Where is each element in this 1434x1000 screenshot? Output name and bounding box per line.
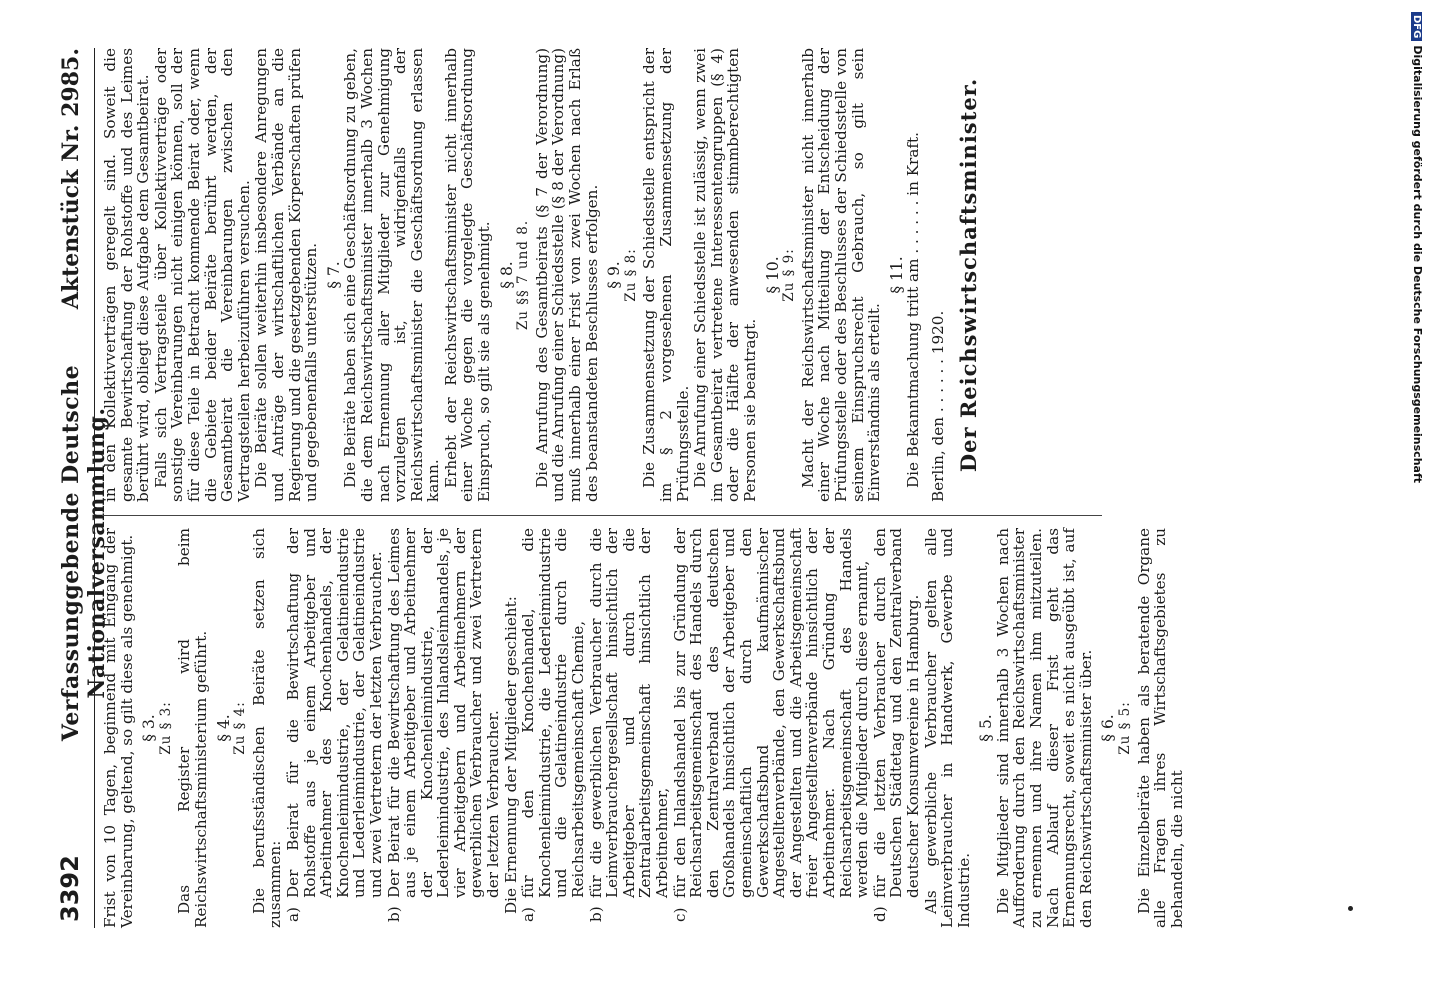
section-heading: § 3.	[140, 714, 159, 742]
list-label: d)	[870, 906, 889, 922]
paragraph: Die Anrufung einer Schiedsstelle ist zulässig, wenn zwei im Gesamtbeirat vertretene Interessentengruppen (§ 4) oder die Hälfte der anwesenden stimmberechtigten Personen sie beantragt.	[691, 48, 759, 502]
paragraph: Die Beiräte sollen weiterhin insbesondere Anregungen und Anträge der wirtschaftlichen Verbände an die Regierung und die gesetzgebenden Körperschaften prüfen und gegebenenfalls unterstützen.	[252, 48, 321, 502]
list-item	[872, 528, 922, 928]
paragraph: Die Ernennung der Mitglieder geschieht:	[501, 596, 520, 914]
paragraph: Das Register wird beim Reichswirtschaftsministerium geführt.	[175, 528, 210, 928]
list-text: für die gewerblichen Verbraucher durch die Leimverbrauchergesellschaft hinsichtlich der Arbeitgeber und durch die Zentralarbeitsgemeinschaft hinsichtlich der Arbeitnehmer,	[586, 528, 671, 898]
section-heading: § 4.	[214, 714, 233, 742]
header-rule	[94, 48, 95, 928]
paragraph: in den Kollektivverträgen geregelt sind. Soweit die gesamte Bewirtschaftung der Rohstoffe und des Leimes berührt wird, obliegt diese Aufgabe dem Gesamtbeirat.	[101, 48, 153, 502]
list-text: für den Knochenhandel, die Knochenleimindustrie, die Lederleimindustrie und die Gelatineindustrie durch die Reichsarbeitsgemeinschaft Chemie,	[519, 528, 588, 898]
section-heading: § 7.	[324, 261, 343, 289]
right-column	[101, 48, 981, 502]
paragraph: Die Beiräte haben sich eine Geschäftsordnung zu geben, die dem Reichswirtschaftsminister innerhalb 3 Wochen nach Ernennung aller Mitglieder zur Genehmigung vorzulegen ist, widrigenfalls der Reichswirtschaftsminister die Geschäftsordnung erlassen kann.	[341, 48, 443, 502]
paragraph: Die Zusammensetzung der Schiedsstelle entspricht der im § 2 vorgesehenen Zusammensetzung der Prüfungsstelle.	[640, 48, 692, 502]
scan-speck	[1348, 906, 1353, 911]
list-item	[285, 528, 385, 928]
column-separator	[102, 515, 1102, 516]
document-number: Aktenstück Nr. 2985.	[58, 48, 84, 310]
list-text: Der Beirat für die Bewirtschaftung des Leimes aus je einem Arbeitgeber und Arbeitnehmer der Knochenleimindustrie, der Lederleimindustrie, des Inlandsleimhandels, je vier Arbeitgebern und Arbeitnehmern der gewerblichen Verbraucher und zwei Vertretern der letzten Verbraucher.	[384, 528, 503, 898]
page-title: Verfassunggebende Deutsche Nationalversammlung.	[58, 364, 110, 742]
section-heading: § 6.	[1099, 714, 1118, 742]
list-item	[386, 528, 502, 928]
paragraph: Die berufsständischen Beiräte setzen sich zusammen:	[249, 528, 285, 928]
scanned-page	[52, 48, 1186, 928]
paragraph: Die Anrufung des Gesamtbeirats (§ 7 der Verordnung) und die Anrufung einer Schiedsstelle (§ 8 der Verordnung) muß innerhalb einer Frist von zwei Wochen nach Erlaß des beanstandeten Beschlusses erfolgen.	[532, 48, 601, 502]
subsection-heading: Zu § 8:	[622, 248, 639, 302]
signature-date: Berlin, den . . . . . . 1920.	[928, 310, 947, 502]
list-item	[588, 528, 671, 928]
list-text: für die letzten Verbraucher durch den Deutschen Städtetag und den Zentralverband deutscher Konsumvereine in Hamburg.	[870, 528, 922, 898]
section-heading: § 5.	[977, 714, 996, 742]
paragraph: Falls sich Vertragsteile über Kollektivverträge oder sonstige Vereinbarungen nicht einigen können, soll der für diese Teile in Betracht kommende Beirat oder, wenn die Gebiete beider Beiräte berührt werden, der Gesamtbeirat die Vereinbarungen zwischen den Vertragsteilen herbeizuführen versuchen.	[151, 48, 253, 502]
paragraph: Die Einzelbeiräte haben als beratende Organe alle Fragen ihres Wirtschaftsgebietes zu behandeln, die nicht	[1134, 528, 1186, 928]
paragraph: Die Mitglieder sind innerhalb 3 Wochen nach Aufforderung durch den Reichswirtschaftsminister zu ernennen und ihre Namen ihm mitzuteilen. Nach Ablauf dieser Frist geht das Ernennungsrecht, soweit es nicht ausgeübt ist, auf den Reichswirtschaftsminister über.	[993, 528, 1095, 928]
page-header	[52, 48, 110, 928]
section-heading: § 11.	[887, 256, 906, 294]
side-credit-text: Digitalisierung gefördert durch die Deutsche Forschungsgemeinschaft	[1411, 45, 1424, 484]
list-text: Der Beirat für die Bewirtschaftung der Rohstoffe aus je einem Arbeitgeber und Arbeitnehmer des Knochenhandels, der Knochenleimindustrie, der Gelatineindustrie und Lederleimindustrie, der Gelatineindustrie und zwei Vertretern der letzten Verbraucher.	[283, 528, 385, 898]
left-column	[102, 528, 1186, 928]
page-number: 3392	[56, 855, 84, 922]
signature: Der Reichswirtschaftsminister.	[955, 77, 981, 473]
dfg-logo: DFG	[1411, 12, 1422, 41]
list-text: für den Inlandshandel bis zur Gründung der Reichsarbeitsgemeinschaft des Handels durch den Zentralverband des deutschen Großhandels hinsichtlich der Arbeitgeber und gemeinschaftlich durch den Gewerkschaftsbund kaufmännischer Angestelltenverbände, den Gewerkschaftsbund der Angestellten und die Arbeitsgemeinschaft freier Angestelltenverbände hinsichtlich der Arbeitnehmer. Nach Gründung der Reichsarbeitsgemeinschaft des Handels werden die Mitglieder durch diese ernannt,	[670, 528, 872, 898]
paragraph: Die Bekanntmachung tritt am . . . . . . in Kraft.	[904, 132, 923, 488]
side-credit	[1411, 12, 1424, 483]
section-heading: § 9.	[605, 261, 624, 289]
subsection-heading: Zu §§ 7 und 8.	[515, 219, 532, 331]
paragraph: Als gewerbliche Verbraucher gelten alle Leimverbraucher in Handwerk, Gewerbe und Industrie.	[921, 528, 973, 928]
subsection-heading: Zu § 3:	[157, 701, 174, 755]
list-item	[672, 528, 871, 928]
list-label: a)	[519, 907, 538, 922]
subsection-heading: Zu § 9:	[781, 248, 798, 302]
subsection-heading: Zu § 5:	[1117, 701, 1134, 755]
list-label: c)	[670, 907, 689, 922]
paragraph: Erhebt der Reichswirtschaftsminister nicht innerhalb einer Woche gegen die vorgelegte Geschäftsordnung Einspruch, so gilt sie als genehmigt.	[441, 48, 494, 502]
paragraph: Macht der Reichswirtschaftsminister nicht innerhalb einer Woche nach Mitteilung der Entscheidung der Prüfungsstelle oder des Beschlusses der Schiedsstelle von seinem Einspruchsrecht Gebrauch, so gilt sein Einverständnis als erteilt.	[798, 48, 884, 502]
list-item	[520, 528, 586, 928]
list-label: a)	[283, 907, 302, 922]
list-label: b)	[384, 906, 403, 922]
list-label: b)	[586, 906, 605, 922]
section-heading: § 8.	[497, 261, 516, 289]
paragraph: Frist von 10 Tagen, beginnend mit Eingang der Vereinbarung, geltend, so gilt diese als genehmigt.	[101, 528, 136, 928]
subsection-heading: Zu § 4:	[232, 701, 249, 755]
section-heading: § 10.	[763, 256, 782, 294]
